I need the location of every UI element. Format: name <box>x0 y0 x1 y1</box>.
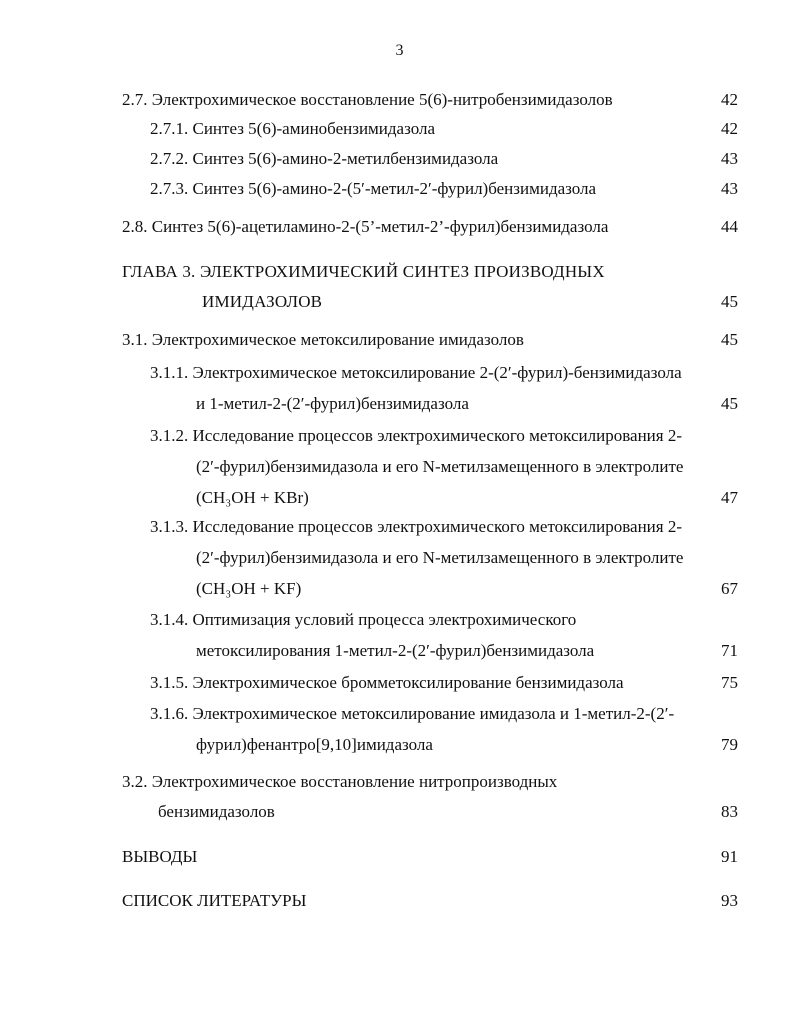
toc-entry-page: 75 <box>721 673 738 692</box>
toc-entry-title: ВЫВОДЫ <box>122 847 198 866</box>
toc-entry-page: 47 <box>721 488 738 507</box>
toc-entry-page: 42 <box>721 119 738 138</box>
toc-entry-title: (CH₃OH + KF) <box>196 579 302 598</box>
toc-entry-page: 42 <box>721 90 738 109</box>
toc-entry-page: 45 <box>721 292 738 311</box>
toc-entry-title: метоксилирования 1-метил-2-(2′-фурил)бензимидазола <box>196 641 595 660</box>
toc-entry-page: 45 <box>721 394 738 413</box>
toc-entry-title: фурил)фенантро[9,10]имидазола <box>196 735 433 754</box>
toc-entry-title: 3.1.3. Исследование процессов электрохимического метоксилирования 2- <box>150 517 683 536</box>
toc-entry-title: ИМИДАЗОЛОВ <box>202 292 323 311</box>
toc-entry-title: (CH₃OH + KBr) <box>196 488 309 507</box>
toc-entry-title: СПИСОК ЛИТЕРАТУРЫ <box>122 891 307 910</box>
toc-entry-title: 3.1.2. Исследование процессов электрохимического метоксилирования 2- <box>150 426 683 445</box>
toc-entry-page: 43 <box>721 179 738 198</box>
toc-entry-title: 3.1.6. Электрохимическое метоксилирование имидазола и 1-метил-2-(2′- <box>150 704 675 723</box>
toc-entry-title: 3.2. Электрохимическое восстановление нитропроизводных <box>122 772 558 791</box>
toc-entry-title: 3.1. Электрохимическое метоксилирование имидазолов <box>122 330 524 349</box>
toc-entry-page: 67 <box>721 579 738 598</box>
toc-entry-title: 2.7. Электрохимическое восстановление 5(6)-нитробензимидазолов <box>122 90 613 109</box>
page-number: 3 <box>395 42 404 59</box>
toc-entry-title: бензимидазолов <box>158 802 275 821</box>
toc-entry-page: 79 <box>721 735 738 754</box>
toc-entry-title: 3.1.5. Электрохимическое бромметоксилирование бензимидазола <box>150 673 624 692</box>
toc-entry-title: 3.1.1. Электрохимическое метоксилирование 2-(2′-фурил)-бензимидазола <box>150 363 682 382</box>
toc-entry-page: 83 <box>721 802 738 821</box>
toc-entry-title: 3.1.4. Оптимизация условий процесса электрохимического <box>150 610 577 629</box>
toc-entry-page: 43 <box>721 149 738 168</box>
toc-entry-title: 2.7.3. Синтез 5(6)-амино-2-(5′-метил-2′-фурил)бензимидазола <box>150 179 597 198</box>
toc-entry-title: (2′-фурил)бензимидазола и его N-метилзамещенного в электролите <box>196 548 684 567</box>
toc-entry-title: 2.8. Синтез 5(6)-ацетиламино-2-(5’-метил-2’-фурил)бензимидазола <box>122 217 609 236</box>
toc-entry-title: 2.7.2. Синтез 5(6)-амино-2-метилбензимидазола <box>150 149 499 168</box>
toc-entry-title: (2′-фурил)бензимидазола и его N-метилзамещенного в электролите <box>196 457 684 476</box>
toc-entry-title: ГЛАВА 3. ЭЛЕКТРОХИМИЧЕСКИЙ СИНТЕЗ ПРОИЗВОДНЫХ <box>122 262 605 281</box>
toc-entry-page: 93 <box>721 891 738 910</box>
toc-entry-page: 91 <box>721 847 738 866</box>
toc-entry-title: и 1-метил-2-(2′-фурил)бензимидазола <box>196 394 469 413</box>
toc-entry-page: 45 <box>721 330 738 349</box>
toc-entry-page: 44 <box>721 217 738 236</box>
toc-entry-page: 71 <box>721 641 738 660</box>
toc-entry-title: 2.7.1. Синтез 5(6)-аминобензимидазола <box>150 119 436 138</box>
